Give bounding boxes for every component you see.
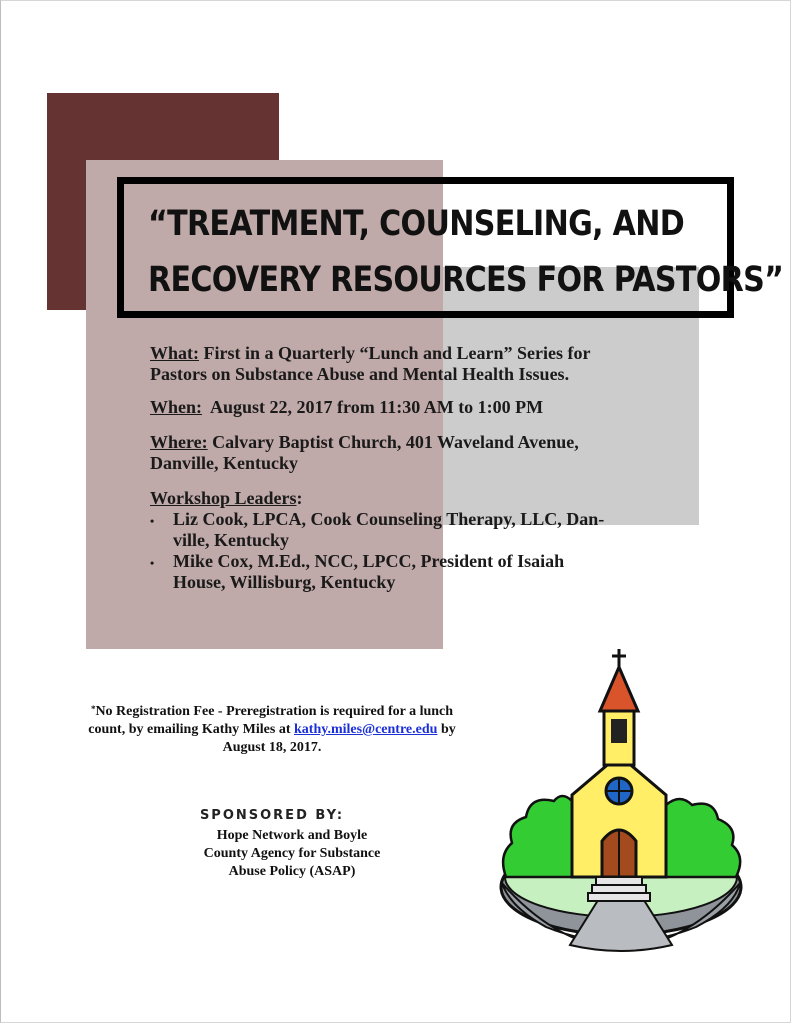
leader-2-line-2: House, Willisburg, Kentucky bbox=[173, 572, 396, 592]
sponsor-line-2: County Agency for Substance bbox=[203, 846, 381, 861]
sponsor-line-1: Hope Network and Boyle bbox=[216, 828, 368, 843]
what-text-2: Pastors on Substance Abuse and Mental Health Issues. bbox=[150, 364, 570, 384]
registration-line-2-post: by bbox=[437, 722, 456, 737]
sponsor-line-3: Abuse Policy (ASAP) bbox=[228, 864, 356, 879]
leader-1-line-2: ville, Kentucky bbox=[173, 530, 289, 550]
list-item bbox=[150, 551, 690, 593]
registration-note bbox=[62, 700, 482, 757]
when-label: When: bbox=[150, 397, 203, 417]
title-line-2: RECOVERY RESOURCES FOR PASTORS” bbox=[148, 260, 784, 300]
where-text-1: Calvary Baptist Church, 401 Waveland Avenue, bbox=[207, 432, 579, 452]
registration-line-1: No Registration Fee - Preregistration is required for a lunch bbox=[95, 704, 454, 719]
leader-2-line-1: Mike Cox, M.Ed., NCC, LPCC, President of Isaiah bbox=[173, 551, 565, 571]
where-label: Where: bbox=[150, 432, 208, 452]
leaders-list bbox=[150, 509, 690, 593]
asterisk: * bbox=[90, 704, 96, 714]
registration-line-2-pre: count, by emailing Kathy Miles at bbox=[88, 722, 294, 737]
what-label: What: bbox=[150, 343, 199, 363]
sponsor-names bbox=[92, 827, 492, 881]
page-title bbox=[148, 196, 784, 308]
leader-1-line-1: Liz Cook, LPCA, Cook Counseling Therapy, LLC, Dan- bbox=[173, 509, 605, 529]
list-item bbox=[150, 509, 690, 551]
when-section bbox=[150, 397, 690, 418]
when-text: August 22, 2017 from 11:30 AM to 1:00 PM bbox=[202, 397, 544, 417]
title-line-1: “TREATMENT, COUNSELING, AND bbox=[148, 204, 685, 244]
what-text-1: First in a Quarterly “Lunch and Learn” Series for bbox=[199, 343, 591, 363]
leaders-colon: : bbox=[296, 488, 303, 508]
where-text-2: Danville, Kentucky bbox=[150, 453, 299, 473]
event-details bbox=[150, 343, 690, 593]
registration-line-3: August 18, 2017. bbox=[222, 740, 322, 755]
church-icon bbox=[496, 645, 746, 957]
email-link[interactable]: kathy.miles@centre.edu bbox=[294, 722, 438, 737]
what-section bbox=[150, 343, 690, 385]
leaders-label: Workshop Leaders bbox=[150, 488, 297, 508]
where-section bbox=[150, 432, 690, 474]
sponsor-heading: SPONSORED BY: bbox=[199, 808, 345, 823]
leaders-heading bbox=[150, 488, 690, 509]
